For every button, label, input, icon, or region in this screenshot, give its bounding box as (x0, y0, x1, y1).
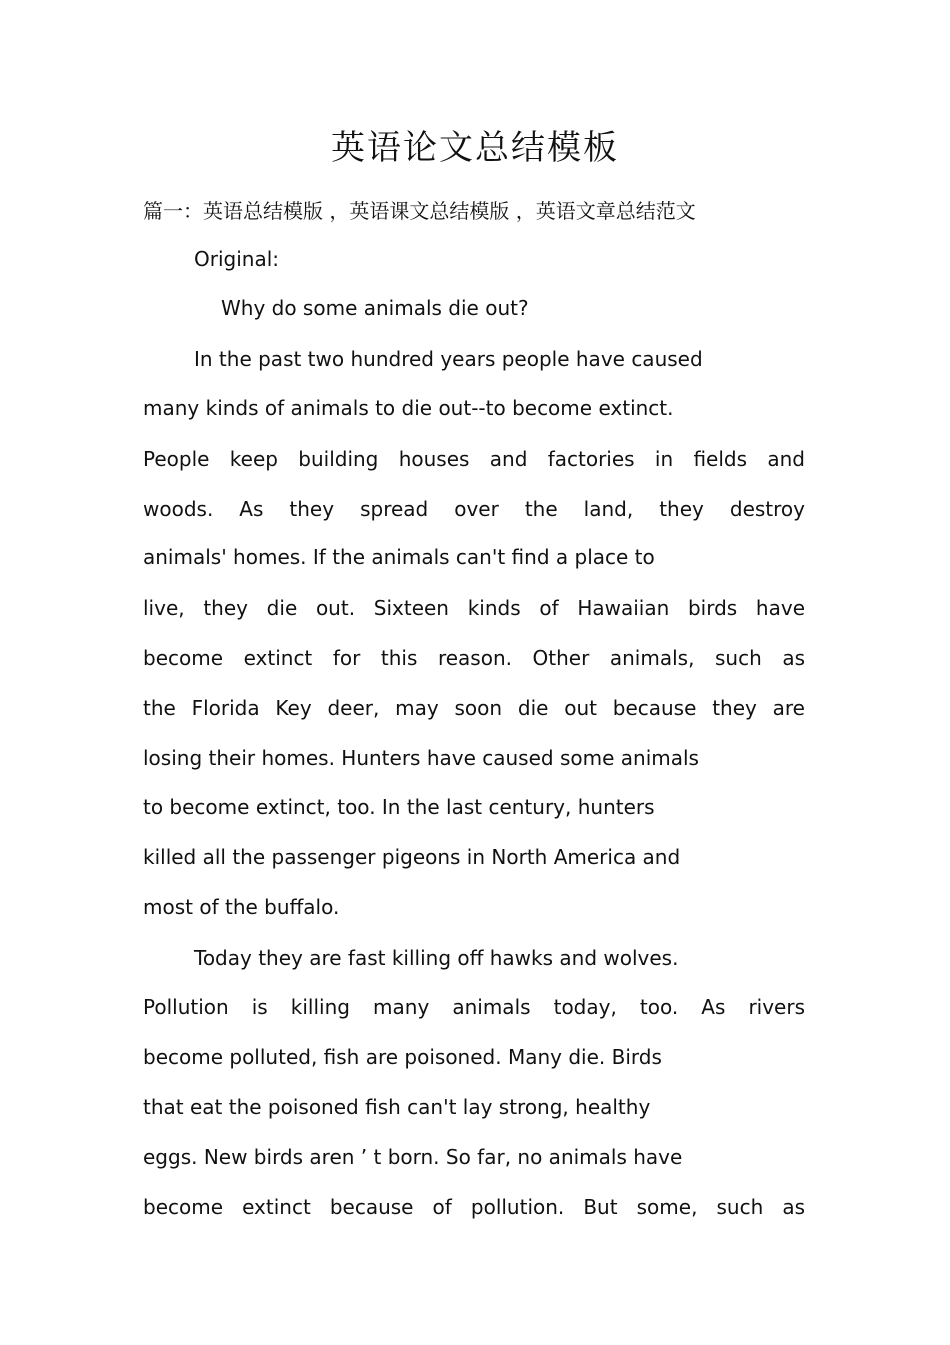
text-line: become extinct because of pollution. But some, such as (143, 1195, 805, 1219)
text-line: In the past two hundred years people have caused (194, 347, 703, 371)
text-line: the Florida Key deer, may soon die out because they are (143, 696, 805, 720)
text-line: become polluted, fish are poisoned. Many die. Birds (143, 1045, 662, 1069)
text-line: Why do some animals die out? (221, 296, 529, 320)
document-title: 英语论文总结模板 (331, 128, 619, 168)
text-line: losing their homes. Hunters have caused some animals (143, 746, 699, 770)
text-line: killed all the passenger pigeons in North America and (143, 845, 681, 869)
text-line: Original: (194, 247, 279, 271)
text-line: woods. As they spread over the land, they destroy (143, 497, 805, 521)
text-line: Pollution is killing many animals today, too. As rivers (143, 995, 805, 1019)
text-line: Today they are fast killing off hawks and wolves. (194, 946, 679, 970)
document-subtitle: 篇一：英语总结模版 ，英语课文总结模版 ，英语文章总结范文 (143, 199, 696, 223)
text-line: animals' homes. If the animals can't find a place to (143, 545, 655, 569)
text-line: eggs. New birds aren ’ t born. So far, no animals have (143, 1145, 683, 1169)
text-line: most of the buffalo. (143, 895, 340, 919)
text-line: that eat the poisoned fish can't lay strong, healthy (143, 1095, 651, 1119)
text-line: many kinds of animals to die out--to become extinct. (143, 396, 674, 420)
text-line: to become extinct, too. In the last century, hunters (143, 795, 655, 819)
text-line: People keep building houses and factories in fields and (143, 447, 805, 471)
text-line: become extinct for this reason. Other animals, such as (143, 646, 805, 670)
text-line: live, they die out. Sixteen kinds of Hawaiian birds have (143, 596, 805, 620)
